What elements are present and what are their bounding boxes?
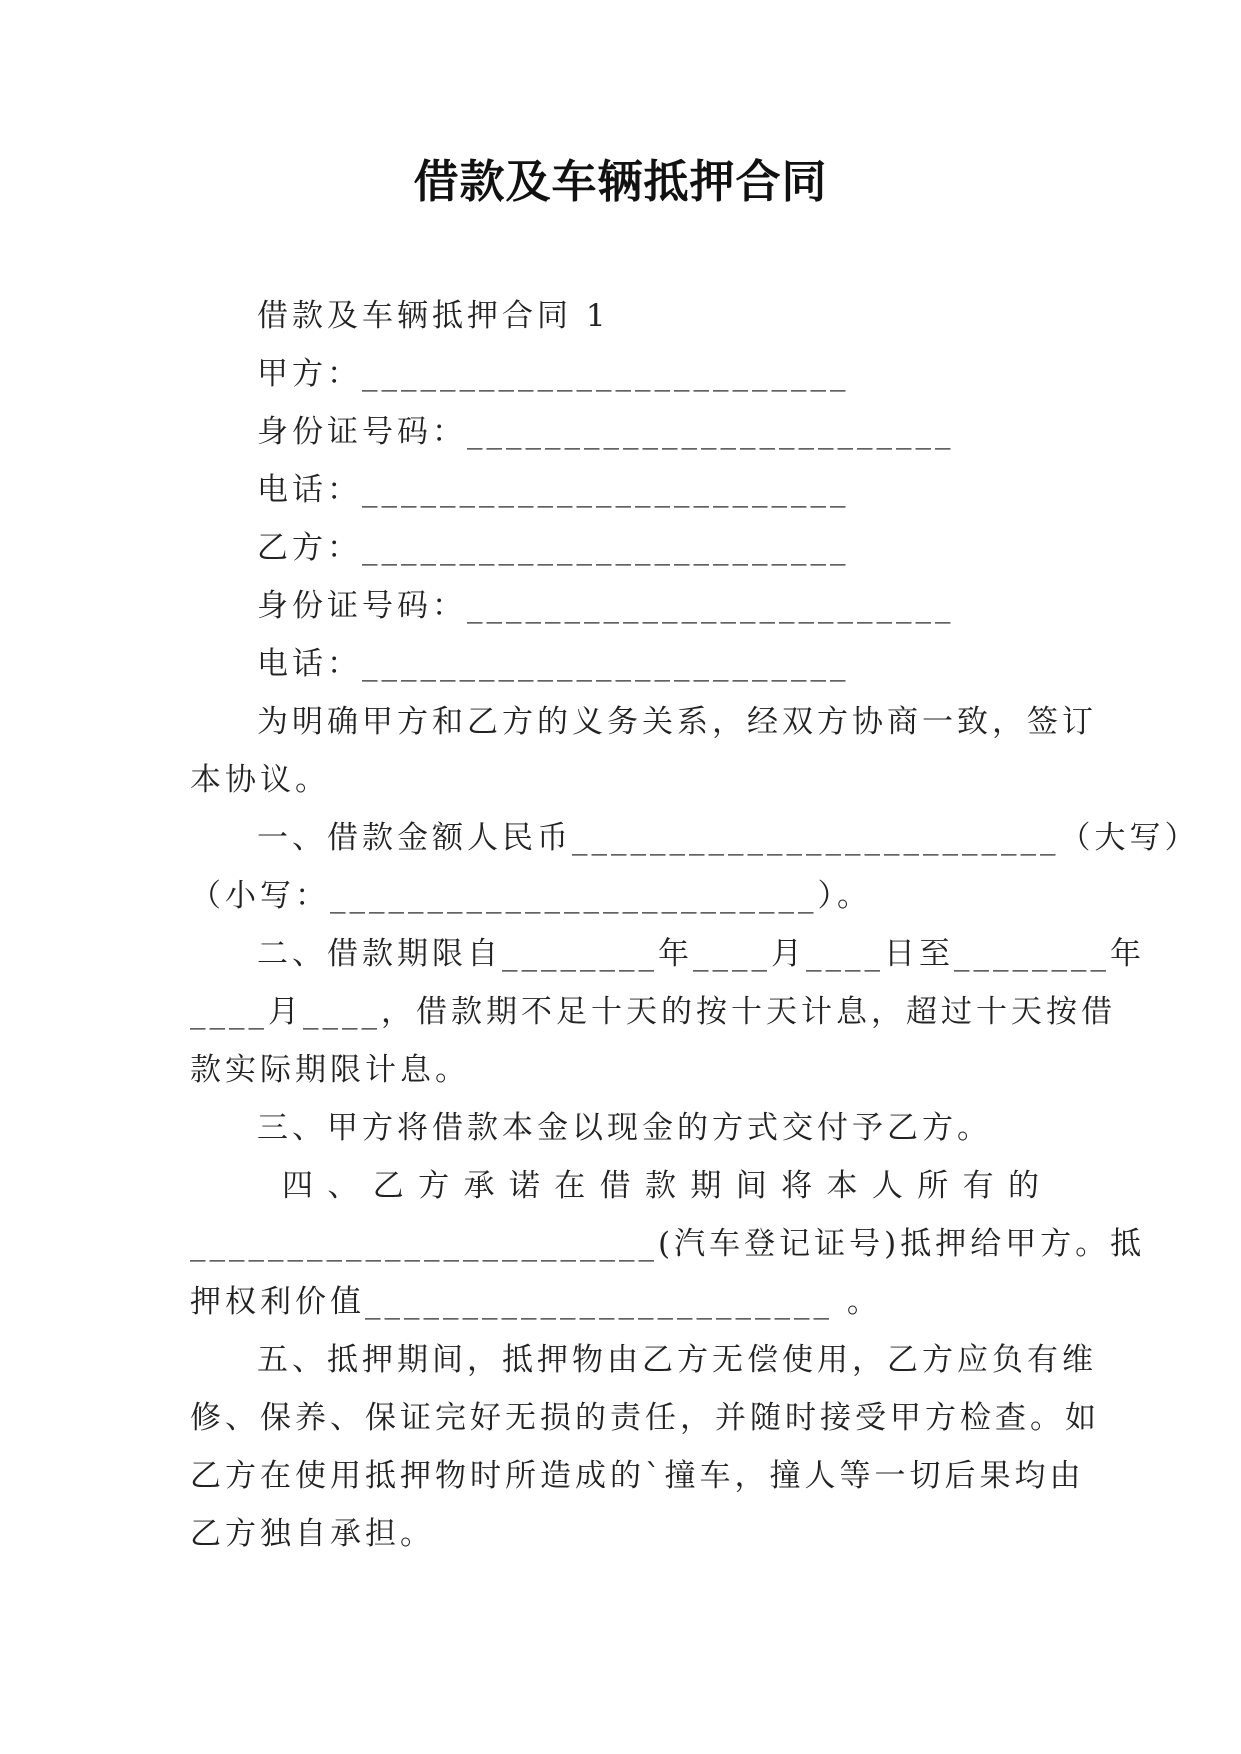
clause-1-line-2: （小写：_________________________）。 [190, 878, 872, 914]
preamble-line-1: 为明确甲方和乙方的义务关系，经双方协商一致，签订 [257, 704, 1097, 740]
clause-4-line-3: 押权利价值________________________ 。 [190, 1284, 882, 1320]
preamble-line-2: 本协议。 [190, 762, 330, 798]
clause-4-line-1: 四、乙方承诺在借款期间将本人所有的 [282, 1168, 1043, 1204]
clause-5-line-1: 五、抵押期间，抵押物由乙方无偿使用，乙方应负有维 [257, 1342, 1097, 1378]
clause-1-line-1: 一、借款金额人民币_________________________（大写） [257, 820, 1200, 856]
clause-2-line-3: 款实际期限计息。 [190, 1052, 470, 1088]
clause-2-line-2: ____月____，借款期不足十天的按十天计息，超过十天按借 [190, 994, 1116, 1030]
clause-5-line-3: 乙方在使用抵押物时所造成的`撞车，撞人等一切后果均由 [190, 1458, 1085, 1494]
party-a-line: 甲方：_________________________ [257, 356, 850, 392]
subtitle-line: 借款及车辆抵押合同 1 [257, 298, 610, 334]
party-b-phone-line: 电话：_________________________ [257, 646, 850, 682]
party-b-line: 乙方：_________________________ [257, 530, 850, 566]
party-b-id-line: 身份证号码：_________________________ [257, 588, 955, 624]
clause-2-line-1: 二、借款期限自________年____月____日至________年 [257, 936, 1145, 972]
document-title: 借款及车辆抵押合同 [413, 155, 828, 208]
party-a-id-line: 身份证号码：_________________________ [257, 414, 955, 450]
clause-5-line-2: 修、保养、保证完好无损的责任，并随时接受甲方检查。如 [190, 1400, 1100, 1436]
clause-3-line-1: 三、甲方将借款本金以现金的方式交付予乙方。 [257, 1110, 992, 1146]
party-a-phone-line: 电话：_________________________ [257, 472, 850, 508]
clause-5-line-4: 乙方独自承担。 [190, 1516, 435, 1552]
clause-4-line-2: ________________________(汽车登记证号)抵押给甲方。抵 [190, 1226, 1146, 1262]
